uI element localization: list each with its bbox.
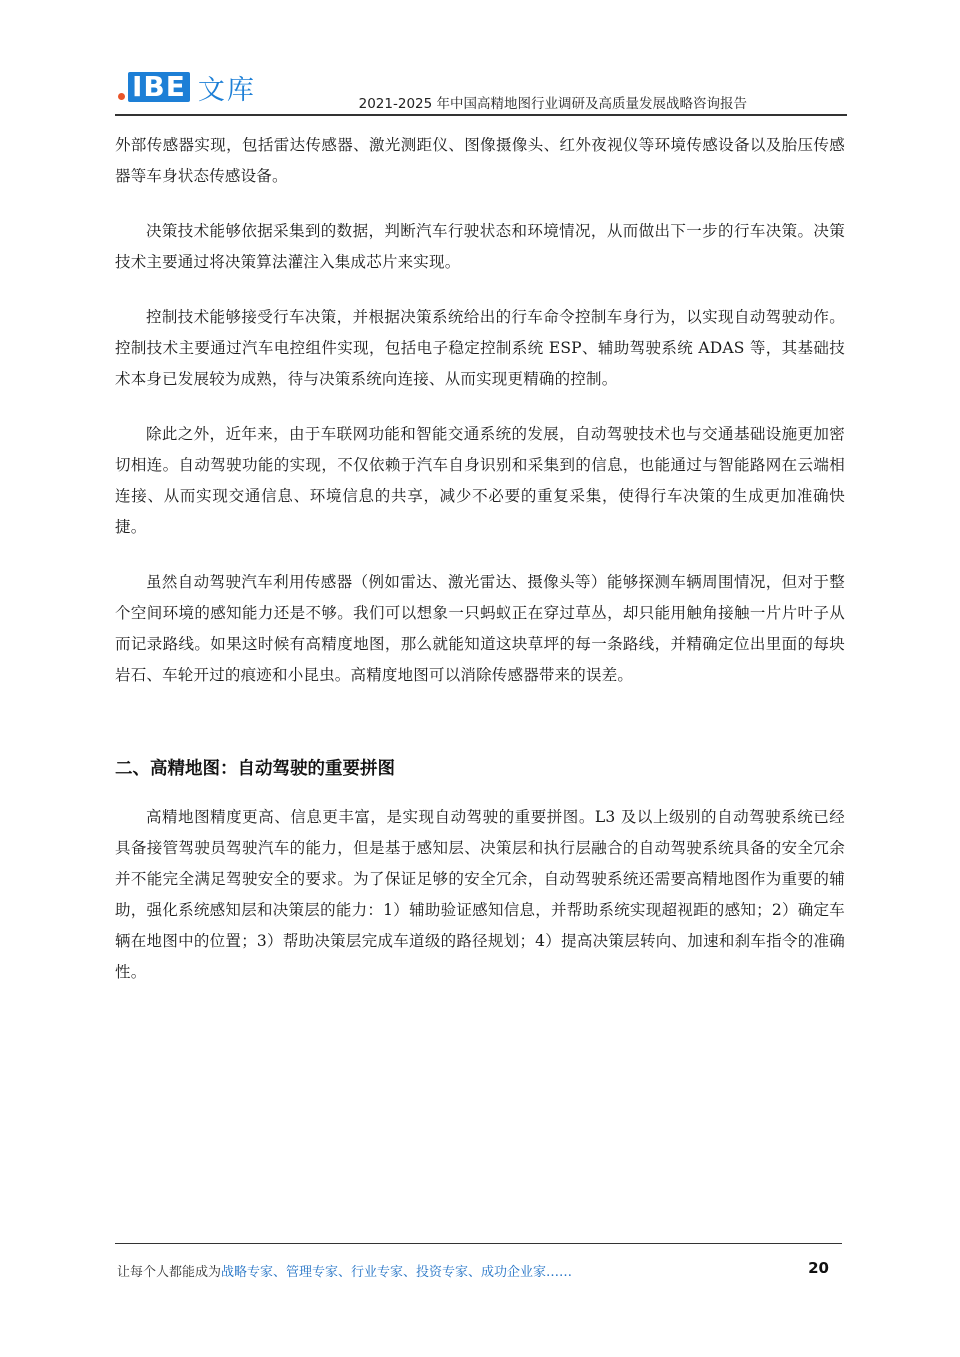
section-heading: 二、高精地图：自动驾驶的重要拼图 — [115, 759, 395, 779]
paragraph-decision: 决策技术能够依据采集到的数据，判断汽车行驶状态和环境情况，从而做出下一步的行车决策。决策技术主要通过将决策算法灌注入集成芯片来实现。 — [115, 222, 845, 271]
footer-divider — [115, 1243, 842, 1244]
page-number: 20 — [808, 1259, 829, 1277]
logo-text: 文库 — [197, 74, 256, 106]
logo-dot — [118, 93, 125, 100]
page-content — [115, 130, 845, 1012]
ibe-library-logo — [118, 70, 256, 104]
footer-slogan — [117, 1261, 572, 1280]
paragraph-hd-map: 高精地图精度更高、信息更丰富，是实现自动驾驶的重要拼图。L3 及以上级别的自动驾驶系统已经具备接管驾驶员驾驶汽车的能力，但是基于感知层、决策层和执行层融合的自动驾驶系统具备的安全冗余并不能完全满足驾驶安全的要求。为了保证足够的安全冗余，自动驾驶系统还需要高精地图作为重要的辅助，强化系统感知层和决策层的能力：1）辅助验证感知信息，并帮助系统实现超视距的感知；2）确定车辆在地图中的位置；3）帮助决策层完成车道级的路径规划；4）提高决策层转向、加速和刹车指令的准确性。 — [115, 808, 845, 981]
slogan-prefix: 让每个人都能成为 — [117, 1265, 222, 1280]
paragraph-connectivity: 除此之外，近年来，由于车联网功能和智能交通系统的发展，自动驾驶技术也与交通基础设施更加密切相连。自动驾驶功能的实现，不仅依赖于汽车自身识别和采集到的信息，也能通过与智能路网在云端相连接、从而实现交通信息、环境信息的共享，减少不必要的重复采集，使得行车决策的生成更加准确快捷。 — [115, 425, 845, 536]
report-title: 2021-2025 年中国高精地图行业调研及高质量发展战略咨询报告 — [358, 96, 747, 112]
paragraph-sensor-limits: 虽然自动驾驶汽车利用传感器（例如雷达、激光雷达、摄像头等）能够探测车辆周围情况，但对于整个空间环境的感知能力还是不够。我们可以想象一只蚂蚁正在穿过草丛，却只能用触角接触一片片叶子从而记录路线。如果这时候有高精度地图，那么就能知道这块草坪的每一条路线，并精确定位出里面的每块岩石、车轮开过的痕迹和小昆虫。高精度地图可以消除传感器带来的误差。 — [115, 573, 845, 684]
header-divider — [115, 114, 847, 116]
logo-mark: IBE — [128, 72, 190, 102]
slogan-roles: 战略专家、管理专家、行业专家、投资专家、成功企业家…… — [221, 1265, 573, 1280]
paragraph-sensors: 外部传感器实现，包括雷达传感器、激光测距仪、图像摄像头、红外夜视仪等环境传感设备以及胎压传感器等车身状态传感设备。 — [115, 136, 845, 185]
paragraph-control: 控制技术能够接受行车决策，并根据决策系统给出的行车命令控制车身行为，以实现自动驾驶动作。控制技术主要通过汽车电控组件实现，包括电子稳定控制系统 ESP、辅助驾驶系统 ADAS 等，其基础技术本身已发展较为成熟，待与决策系统向连接、从而实现更精确的控制。 — [115, 308, 845, 388]
